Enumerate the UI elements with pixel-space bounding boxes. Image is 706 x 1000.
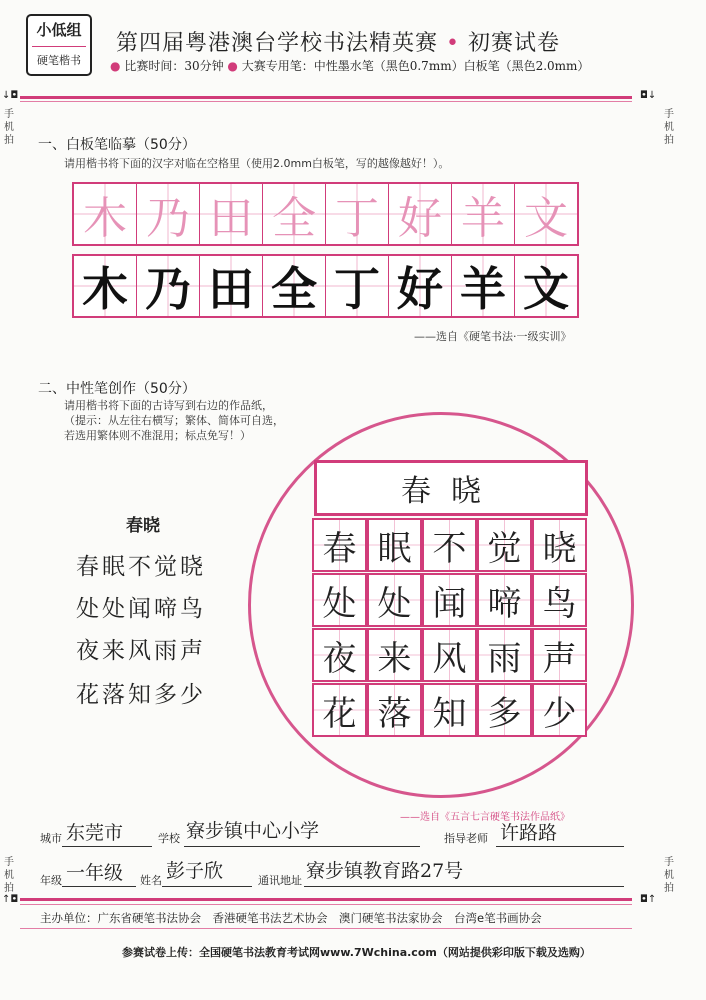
grade-underline <box>62 886 136 887</box>
sheet-char: 多 <box>487 693 522 734</box>
sheet-char: 处 <box>377 583 412 624</box>
group-badge <box>26 14 92 76</box>
written-char: 羊 <box>460 262 506 316</box>
sheet-char: 鸟 <box>542 583 577 624</box>
poem-line: 夜来风雨声 <box>76 638 206 664</box>
model-char: 乃 <box>146 193 190 244</box>
upload-info: 参赛试卷上传：全国硬笔书法教育考试网www.7Wchina.com（网站提供彩印版下载及选购） <box>122 946 591 959</box>
sheet-char: 啼 <box>487 583 522 624</box>
footer-rule-thin <box>20 904 632 905</box>
practice-cell[interactable] <box>389 256 452 316</box>
model-char: 田 <box>209 193 253 244</box>
camera-icon: ◘↓ <box>640 90 657 101</box>
sheet-cell[interactable] <box>532 573 587 627</box>
practice-cell[interactable] <box>74 256 137 316</box>
name-field[interactable]: 彭子欣 <box>166 860 224 882</box>
poem-line: 处处闻啼鸟 <box>76 596 206 622</box>
model-cell <box>515 184 577 244</box>
model-cell <box>389 184 452 244</box>
section1-heading: 一、白板笔临摹（50分） <box>38 137 196 153</box>
practice-cell[interactable] <box>452 256 515 316</box>
model-cell <box>326 184 389 244</box>
model-cell <box>452 184 515 244</box>
sheet-cell[interactable] <box>532 628 587 682</box>
school-label: 学校 <box>158 832 180 845</box>
name-label: 姓名 <box>140 874 162 887</box>
exam-pen: 大赛专用笔：中性墨水笔（黑色0.7mm）白板笔（黑色2.0mm） <box>241 59 590 73</box>
header-rule <box>20 96 632 99</box>
sheet-cell[interactable] <box>422 573 477 627</box>
practice-grid[interactable] <box>72 254 579 318</box>
school-underline <box>184 846 420 847</box>
footer-divider <box>20 928 632 929</box>
sheet-cell[interactable] <box>312 683 367 737</box>
sheet-cell[interactable] <box>367 628 422 682</box>
address-label: 通讯地址 <box>258 874 302 887</box>
badge-style-label: 硬笔楷书 <box>32 46 86 68</box>
written-char: 木 <box>82 262 128 316</box>
sheet-char: 眠 <box>377 528 412 569</box>
sheet-cell[interactable] <box>312 573 367 627</box>
sheet-char: 花 <box>322 693 357 734</box>
footer-rule <box>20 898 632 901</box>
sheet-cell[interactable] <box>422 518 477 572</box>
title-dot: • <box>446 31 460 56</box>
sheet-char: 风 <box>432 638 467 679</box>
teacher-field[interactable]: 许路路 <box>500 822 558 844</box>
teacher-label: 指导老师 <box>444 832 488 845</box>
sheet-cell[interactable] <box>422 628 477 682</box>
header-rule-thin <box>20 101 632 102</box>
sheet-char: 少 <box>542 693 577 734</box>
model-char: 好 <box>398 193 442 244</box>
model-cell <box>263 184 326 244</box>
side-note-right-top: 手机拍 <box>664 109 674 146</box>
sheet-cell[interactable] <box>367 573 422 627</box>
sheet-char: 晓 <box>542 528 577 569</box>
side-note-right-bottom: 手机拍 <box>664 857 674 894</box>
section1-source: ——选自《硬笔书法·一级实训》 <box>414 330 572 343</box>
exam-info: ● 比赛时间：30分钟 ● 大赛专用笔：中性墨水笔（黑色0.7mm）白板笔（黑色2.0mm） <box>110 59 590 73</box>
model-char: 丁 <box>335 193 379 244</box>
practice-cell[interactable] <box>515 256 577 316</box>
city-field[interactable]: 东莞市 <box>66 822 124 844</box>
poem-line: 春眠不觉晓 <box>76 554 206 580</box>
address-field[interactable]: 寮步镇教育路27号 <box>306 860 464 882</box>
camera-icon-bottom-left: ↑◘ <box>2 894 19 905</box>
model-char: 木 <box>83 193 127 244</box>
sheet-cell[interactable] <box>532 518 587 572</box>
sheet-cell[interactable] <box>477 573 532 627</box>
written-char: 文 <box>523 262 569 316</box>
page-title <box>116 26 560 57</box>
address-underline <box>304 886 624 887</box>
sheet-cell[interactable] <box>312 518 367 572</box>
sheet-title: 春晓 <box>401 474 501 509</box>
sheet-char: 不 <box>432 528 467 569</box>
grade-label: 年级 <box>40 874 62 887</box>
sheet-char: 雨 <box>487 638 522 679</box>
model-cell <box>74 184 137 244</box>
sheet-cell[interactable] <box>422 683 477 737</box>
sheet-char: 闻 <box>432 583 467 624</box>
camera-icon-bottom: ◘↑ <box>640 894 657 905</box>
sheet-cell[interactable] <box>312 628 367 682</box>
school-field[interactable]: 寮步镇中心小学 <box>186 820 320 842</box>
camera-icon-left: ↓◘ <box>2 90 19 101</box>
side-note-left-bottom: 手机拍 <box>4 857 14 894</box>
written-char: 好 <box>397 262 443 316</box>
model-grid <box>72 182 579 246</box>
sheet-cell[interactable] <box>367 518 422 572</box>
exam-time: 比赛时间：30分钟 <box>124 59 224 73</box>
section2-instruction: 请用楷书将下面的古诗写到右边的作品纸， （提示：从左往右横写；繁体、简体可自选， 若选用繁体则不准混用；标点免写！） <box>64 399 284 442</box>
written-char: 丁 <box>334 262 380 316</box>
title-main: 第四届粤港澳台学校书法精英赛 <box>116 31 439 56</box>
model-cell <box>200 184 263 244</box>
sheet-char: 来 <box>377 638 412 679</box>
sheet-char: 落 <box>377 693 412 734</box>
city-label: 城市 <box>40 832 62 845</box>
title-sub: 初赛试卷 <box>468 31 561 56</box>
sheet-cell[interactable] <box>367 683 422 737</box>
sheet-cell[interactable] <box>477 683 532 737</box>
model-cell <box>137 184 200 244</box>
sheet-cell[interactable] <box>477 518 532 572</box>
sheet-char: 处 <box>322 583 357 624</box>
name-underline <box>162 886 252 887</box>
section1-instruction: 请用楷书将下面的汉字对临在空格里（使用2.0mm白板笔，写的越像越好！）。 <box>64 157 450 170</box>
sheet-cell[interactable] <box>532 683 587 737</box>
poem-line: 花落知多少 <box>76 682 206 708</box>
section2-heading: 二、中性笔创作（50分） <box>38 381 196 397</box>
practice-cell[interactable] <box>200 256 263 316</box>
badge-group-label: 小低组 <box>36 21 82 39</box>
sheet-char: 声 <box>542 638 577 679</box>
organizers: 主办单位：广东省硬笔书法协会 香港硬笔书法艺术协会 澳门硬笔书法家协会 台湾e笔书画协会 <box>40 911 542 925</box>
written-char: 乃 <box>145 262 191 316</box>
teacher-underline <box>496 846 624 847</box>
poem-title: 春晓 <box>126 516 160 536</box>
sheet-title-box[interactable] <box>314 460 588 516</box>
written-char: 全 <box>271 262 317 316</box>
sheet-char: 觉 <box>487 528 522 569</box>
grade-field[interactable]: 一年级 <box>66 862 124 884</box>
model-char: 羊 <box>461 193 505 244</box>
sheet-char: 夜 <box>322 638 357 679</box>
model-char: 文 <box>524 193 568 244</box>
practice-cell[interactable] <box>137 256 200 316</box>
section2-source: ——选自《五言七言硬笔书法作品纸》 <box>400 812 570 823</box>
city-underline <box>62 846 152 847</box>
written-char: 田 <box>208 262 254 316</box>
practice-cell[interactable] <box>263 256 326 316</box>
sheet-char: 春 <box>322 528 357 569</box>
practice-cell[interactable] <box>326 256 389 316</box>
model-char: 全 <box>272 193 316 244</box>
sheet-cell[interactable] <box>477 628 532 682</box>
side-note-left-top: 手机拍 <box>4 109 14 146</box>
sheet-char: 知 <box>432 693 467 734</box>
